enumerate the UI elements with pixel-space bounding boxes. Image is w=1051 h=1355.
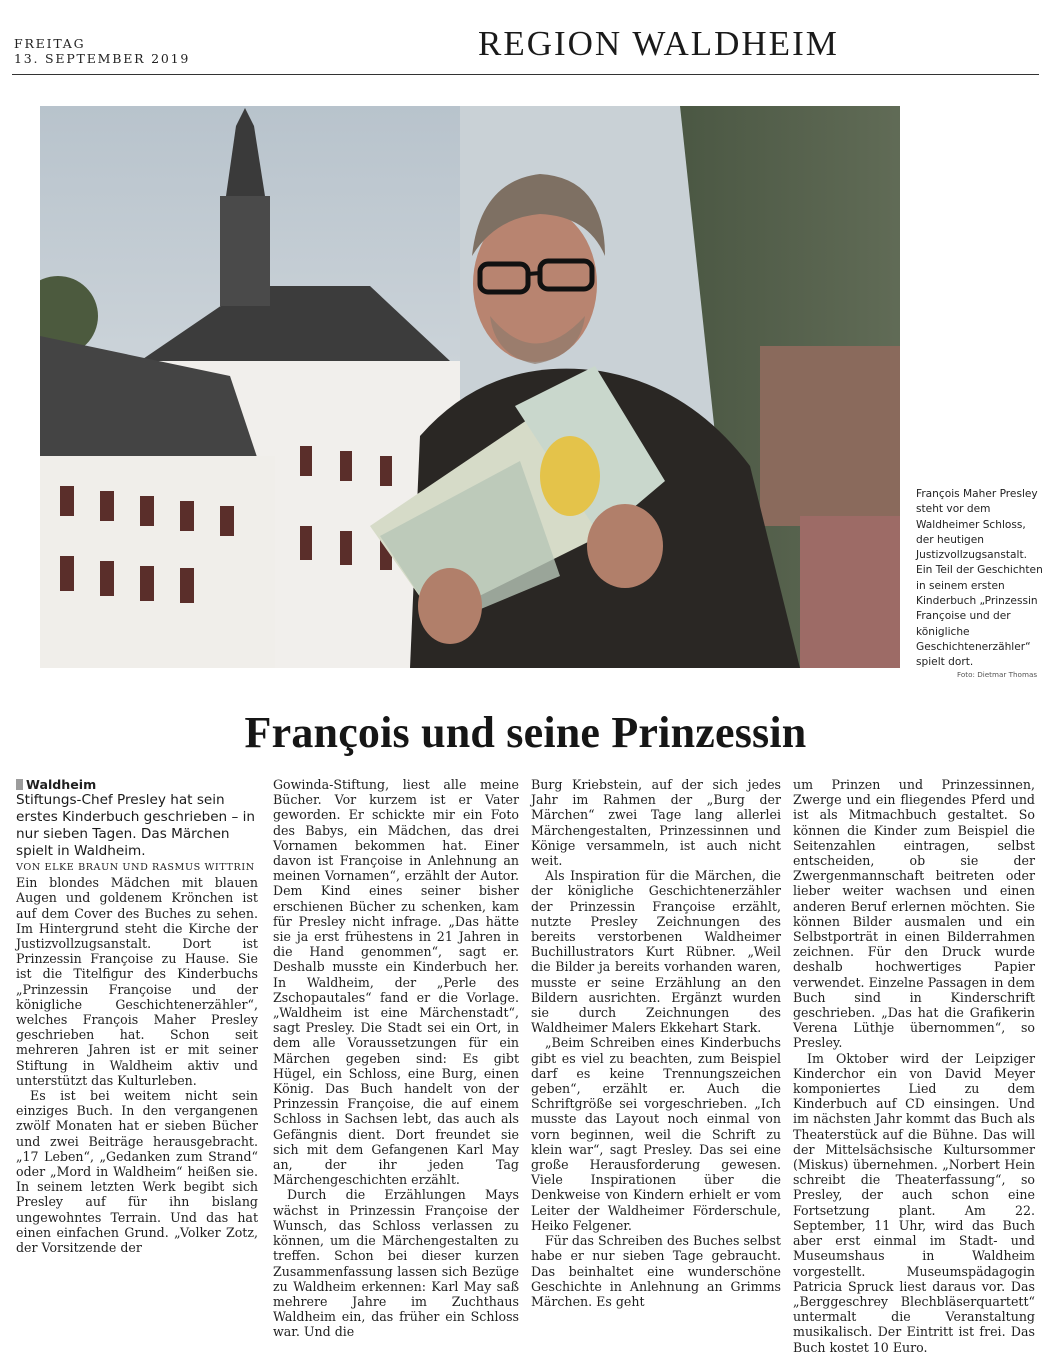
paragraph: „Beim Schreiben eines Kinderbuchs gibt es viel zu beachten, zum Beispiel darf es keine Trennungszeichen geben“, erzählt er. Auch die Schriftgröße sei vorgeschrieben. „Ich musste das Layout noch einmal von vorn beginnen, weil die Schrift zu klein war“, sagt Presley. Das sei eine große Herausforderung gewesen. Viele Inspirationen über die Denkweise von Kindern erhielt er vom Leiter der Waldheimer Förderschule, Heiko Felgener. [531, 1035, 781, 1233]
section-title: REGION WALDHEIM [478, 24, 839, 63]
masthead-full-date: 13. SEPTEMBER 2019 [14, 51, 191, 66]
masthead-date [14, 36, 190, 66]
article-column-3 [531, 777, 781, 1309]
byline: VON ELKE BRAUN UND RASMUS WITTRIN [16, 862, 255, 873]
masthead-day: FREITAG [14, 36, 86, 51]
dateline-marker [16, 779, 23, 790]
article-column-2 [273, 777, 519, 1340]
paragraph: Burg Kriebstein, auf der sich jedes Jahr im Rahmen der „Burg der Märchen“ zwei Tage lang allerlei Märchengestalten, Prinzessinnen und Könige versammeln, ist auch nicht weit. [531, 777, 781, 869]
paragraph: Gowinda-Stiftung, liest alle meine Bücher. Vor kurzem ist er Vater geworden. Er schickte mir ein Foto des Babys, ein Mädchen, das drei Vornamen bekommen hat. Einer davon ist Françoise in Anlehnung an meinen Vornamen“, erzählt der Autor. Dem Kind eines seiner bisher erschienen Bücher zu schenken, kam für Presley nicht infrage. „Das hätte sie ja erst frühestens in 21 Jahren in die Hand genommen“, sagt er. Deshalb musste ein Kinderbuch her. In Waldheim, der „Perle des Zschopautales“ fand er die Vorlage. „Waldheim ist eine Märchenstadt“, sagt Presley. Die Stadt sei ein Ort, in dem alle Voraussetzungen für ein Märchen gegeben sind: Es gibt Hügel, ein Schloss, eine Burg, einen König. Das Buch handelt von der Prinzessin Françoise, die auf einem Schloss in Sachsen lebt, das auch als Gefängnis dient. Dort freundet sie sich mit dem Gefangenen Karl May an, der ihr jeden Tag Märchengeschichten erzählt. [273, 777, 519, 1188]
paragraph: Im Oktober wird der Leipziger Kinderchor ein von David Meyer komponiertes Lied zu dem Kinderbuch auf CD einsingen. Und im nächsten Jahr kommt das Buch als Theaterstück auf die Bühne. Das will der Mittelsächsische Kultursommer (Miskus) übernehmen. „Norbert Hein schreibt die Theaterfassung“, so Presley, der auch schon eine Fortsetzung plant. Am 22. September, 11 Uhr, wird das Buch aber erst einmal im Stadt- und Museumshaus in Waldheim vorgestellt. Museumspädagogin Patricia Spruck liest daraus vor. Das „Berggeschrey Blechbläserquartett“ untermalt die Veranstaltung musikalisch. Der Eintritt ist frei. Das Buch kostet 10 Euro. [793, 1050, 1035, 1355]
headline: François und seine Prinzessin [244, 708, 807, 757]
photo-caption: François Maher Presley steht vor dem Waldheimer Schloss, der heutigen Justizvollzugsanstalt. Ein Teil der Geschichten in seinem ersten Kinderbuch „Prinzessin Françoise und der königliche Geschichtenerzähler“ spielt dort. [916, 488, 1043, 669]
photo-credit: Foto: Dietmar Thomas [957, 670, 1038, 679]
paragraph: Als Inspiration für die Märchen, die der königliche Geschichtenerzähler der Prinzessin Françoise erzählt, nutzte Presley Zeichnungen des bereits verstorbenen Waldheimer Buchillustrators Kurt Rübner. „Weil die Bilder ja bereits vorhanden waren, musste er seine Erzählung an den Bildern ausrichten. Ergänzt wurden sie durch Zeichnungen des Waldheimer Malers Ekkehart Stark. [531, 868, 781, 1036]
article-column-1 [16, 777, 258, 1255]
paragraph: Für das Schreiben des Buches selbst habe er nur sieben Tage gebraucht. Das beinhaltet eine wunderschöne Geschichte in Anlehnung an Grimms Märchen. Es geht [531, 1233, 781, 1309]
paragraph: Durch die Erzählungen Mays wächst in Prinzessin Françoise der Wunsch, das Schloss verlassen zu können, um die Märchengestalten zu treffen. Schon bei dieser kurzen Zusammenfassung lassen sich Bezüge zu Waldheim erkennen: Karl May saß mehrere Jahre im Zuchthaus Waldheim ein, das früher ein Schloss war. Und die [273, 1187, 519, 1340]
paragraph: Ein blondes Mädchen mit blauen Augen und goldenem Krönchen ist auf dem Cover des Buches zu sehen. Im Hintergrund steht die Kirche der Justizvollzugsanstalt. Dort ist Prinzessin Françoise zu Hause. Sie ist die Titelfigur des Kinderbuchs „Prinzessin Françoise und der königliche Geschichtenerzähler“, welches François Maher Presley geschrieben hat. Schon seit mehreren Jahren ist er mit seiner Stiftung in Waldheim aktiv und unterstützt das Kulturleben. [16, 875, 258, 1088]
dateline [16, 777, 258, 792]
paragraph: Es ist bei weitem nicht sein einziges Buch. In den vergangenen zwölf Monaten hat er sieben Bücher und zwei Beiträge herausgebracht. „17 Leben“, „Gedanken zum Strand“ oder „Mord in Waldheim“ heißen sie. In seinem letzten Werk begibt sich Presley auf für ihn bislang ungewohntes Terrain. Und das hat einen einfachen Grund. „Volker Zotz, der Vorsitzende der [16, 1088, 258, 1256]
teaser: Stiftungs-Chef Presley hat sein erstes Kinderbuch geschrieben – in nur sieben Tagen. Das Märchen spielt in Waldheim. [16, 792, 256, 859]
paragraph: um Prinzen und Prinzessinnen, Zwerge und ein fliegendes Pferd und ist als Mitmachbuch gestaltet. So können die Kinder zum Beispiel die Seitenzahlen eintragen, selbst entscheiden, ob sie der Zwergenmannschaft beitreten oder lieber weiter wachsen und einen anderen Beruf erlernen möchten. Sie können Bilder ausmalen und ein Selbstporträt in einen Bilderrahmen zeichnen. Für den Druck wurde deshalb hochwertiges Papier verwendet. Einzelne Passagen in dem Buch sind in Kinderschrift geschrieben. „Das hat die Grafikerin Verena Lüthje übernommen“, so Presley. [793, 777, 1035, 1051]
article-photo [40, 106, 900, 668]
dateline-text: Waldheim [26, 777, 97, 792]
masthead-rule [12, 74, 1039, 75]
article-column-4 [793, 777, 1035, 1355]
